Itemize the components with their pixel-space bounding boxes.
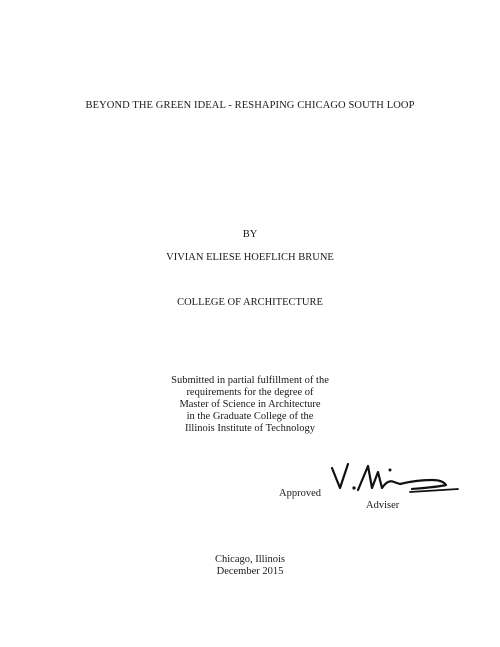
thesis-title: BEYOND THE GREEN IDEAL - RESHAPING CHICAGO SOUTH LOOP xyxy=(85,100,415,111)
submission-line-2: requirements for the degree of xyxy=(186,387,314,398)
submission-line-3: Master of Science in Architecture xyxy=(179,399,321,410)
adviser-label: Adviser xyxy=(366,500,400,511)
submission-line-1: Submitted in partial fulfillment of the xyxy=(171,375,329,386)
submission-line-5: Illinois Institute of Technology xyxy=(184,423,315,434)
approved-label: Approved xyxy=(279,488,321,499)
location: Chicago, Illinois xyxy=(215,554,285,565)
adviser-signature xyxy=(328,458,468,498)
college-name: COLLEGE OF ARCHITECTURE xyxy=(177,297,323,308)
author-name: VIVIAN ELIESE HOEFLICH BRUNE xyxy=(166,252,334,263)
by-label: BY xyxy=(242,229,258,240)
submission-line-4: in the Graduate College of the xyxy=(186,411,314,422)
submission-date: December 2015 xyxy=(216,566,284,577)
